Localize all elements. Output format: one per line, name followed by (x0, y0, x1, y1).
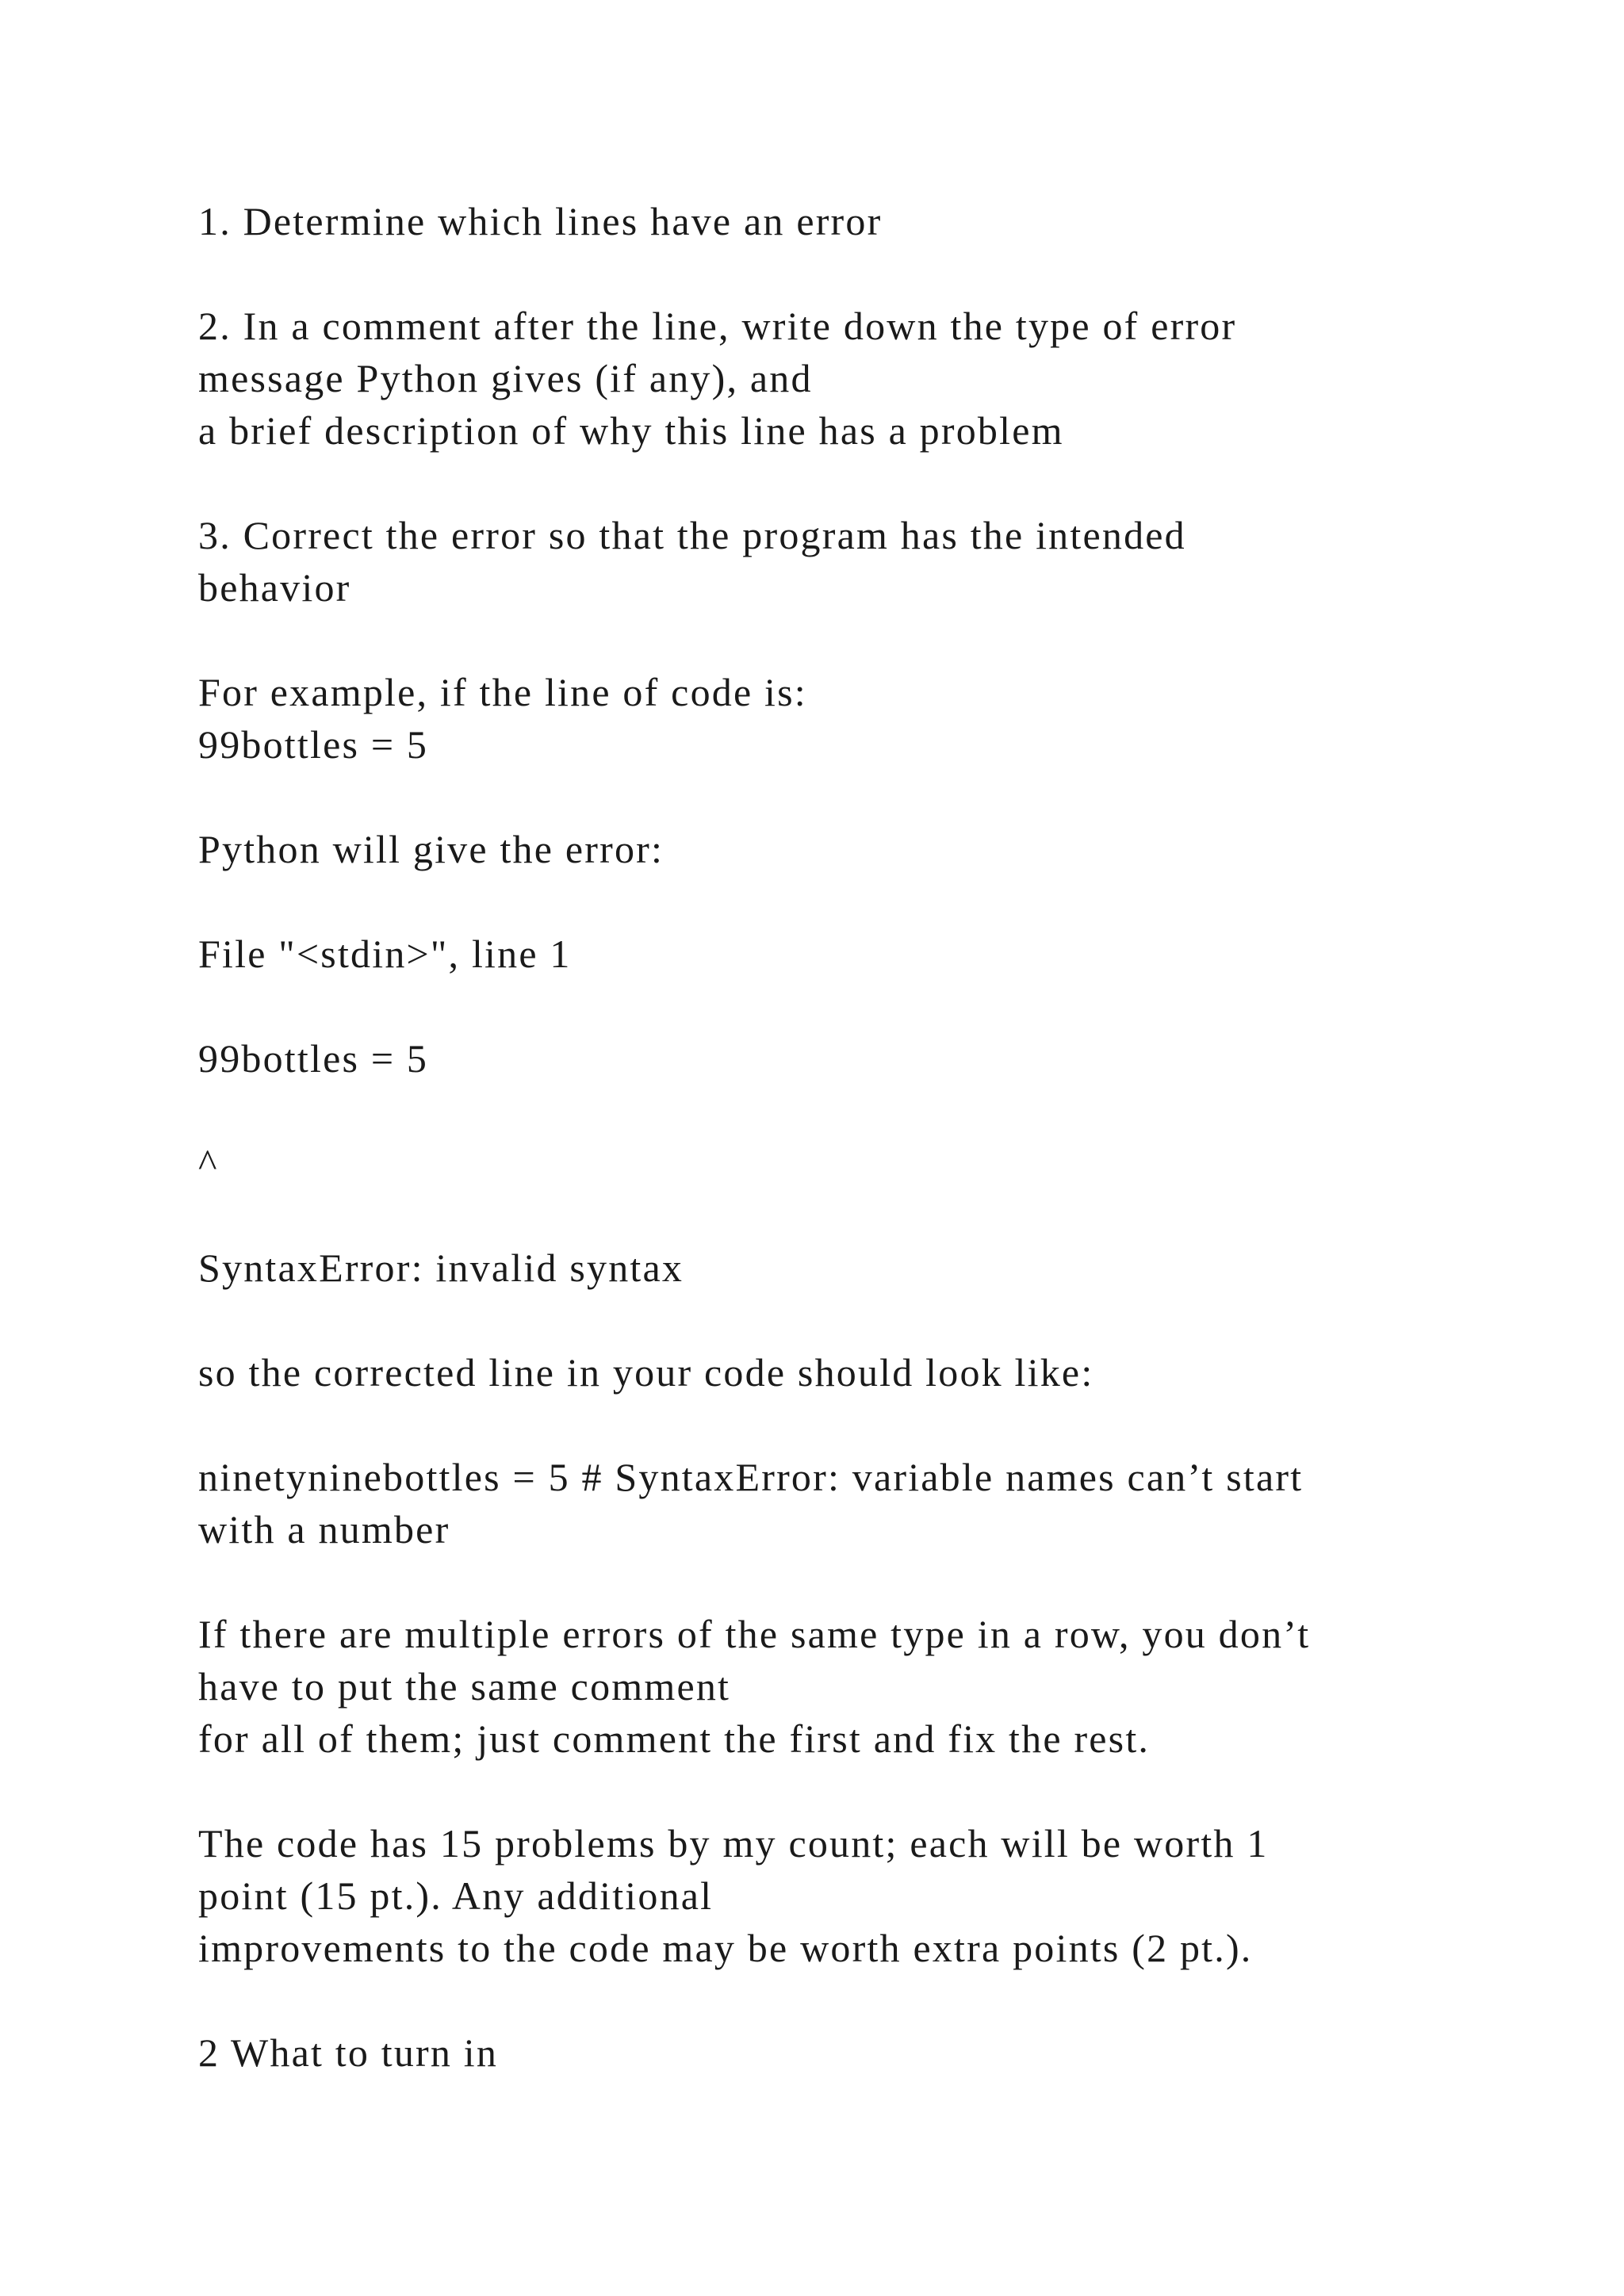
traceback-code-line: 99bottles = 5 (198, 1036, 429, 1081)
blank-line (198, 1765, 1530, 1817)
section-heading-what-to-turn-in: 2 What to turn in (198, 2030, 499, 2075)
blank-line (198, 1294, 1530, 1346)
corrected-code-line-1: ninetyninebottles = 5 # SyntaxError: variable names can’t start (198, 1455, 1304, 1499)
blank-line (198, 1556, 1530, 1608)
traceback-error-message: SyntaxError: invalid syntax (198, 1246, 684, 1290)
blank-line (198, 1974, 1530, 2026)
blank-line (198, 1399, 1530, 1451)
corrected-code-line-2: with a number (198, 1507, 450, 1552)
grading-note-line-3: improvements to the code may be worth extra points (2 pt.). (198, 1926, 1253, 1970)
blank-line (198, 980, 1530, 1032)
document-body (198, 195, 1530, 2079)
multiple-errors-note-line-1: If there are multiple errors of the same type in a row, you don’t (198, 1612, 1311, 1656)
error-intro: Python will give the error: (198, 827, 665, 871)
example-intro: For example, if the line of code is: (198, 670, 807, 714)
blank-line (198, 247, 1530, 300)
traceback-caret: ^ (198, 1141, 219, 1185)
instruction-step-2-line-1: 2. In a comment after the line, write down the type of error (198, 304, 1237, 348)
multiple-errors-note-line-2: have to put the same comment (198, 1664, 731, 1709)
blank-line (198, 875, 1530, 928)
grading-note-line-2: point (15 pt.). Any additional (198, 1873, 714, 1918)
instruction-step-3-line-2: behavior (198, 565, 351, 610)
instruction-step-2-line-3: a brief description of why this line has a problem (198, 408, 1064, 453)
instruction-step-1: 1. Determine which lines have an error (198, 199, 883, 243)
instruction-step-3-line-1: 3. Correct the error so that the program has the intended (198, 513, 1186, 557)
blank-line (198, 614, 1530, 666)
example-code-line: 99bottles = 5 (198, 722, 429, 767)
blank-line (198, 771, 1530, 823)
grading-note-line-1: The code has 15 problems by my count; each will be worth 1 (198, 1821, 1269, 1866)
blank-line (198, 1085, 1530, 1137)
multiple-errors-note-line-3: for all of them; just comment the first and fix the rest. (198, 1716, 1151, 1761)
blank-line (198, 1189, 1530, 1242)
instruction-step-2-line-2: message Python gives (if any), and (198, 356, 813, 400)
corrected-intro: so the corrected line in your code should look like: (198, 1350, 1094, 1395)
blank-line (198, 457, 1530, 509)
traceback-file-line: File "<stdin>", line 1 (198, 932, 572, 976)
